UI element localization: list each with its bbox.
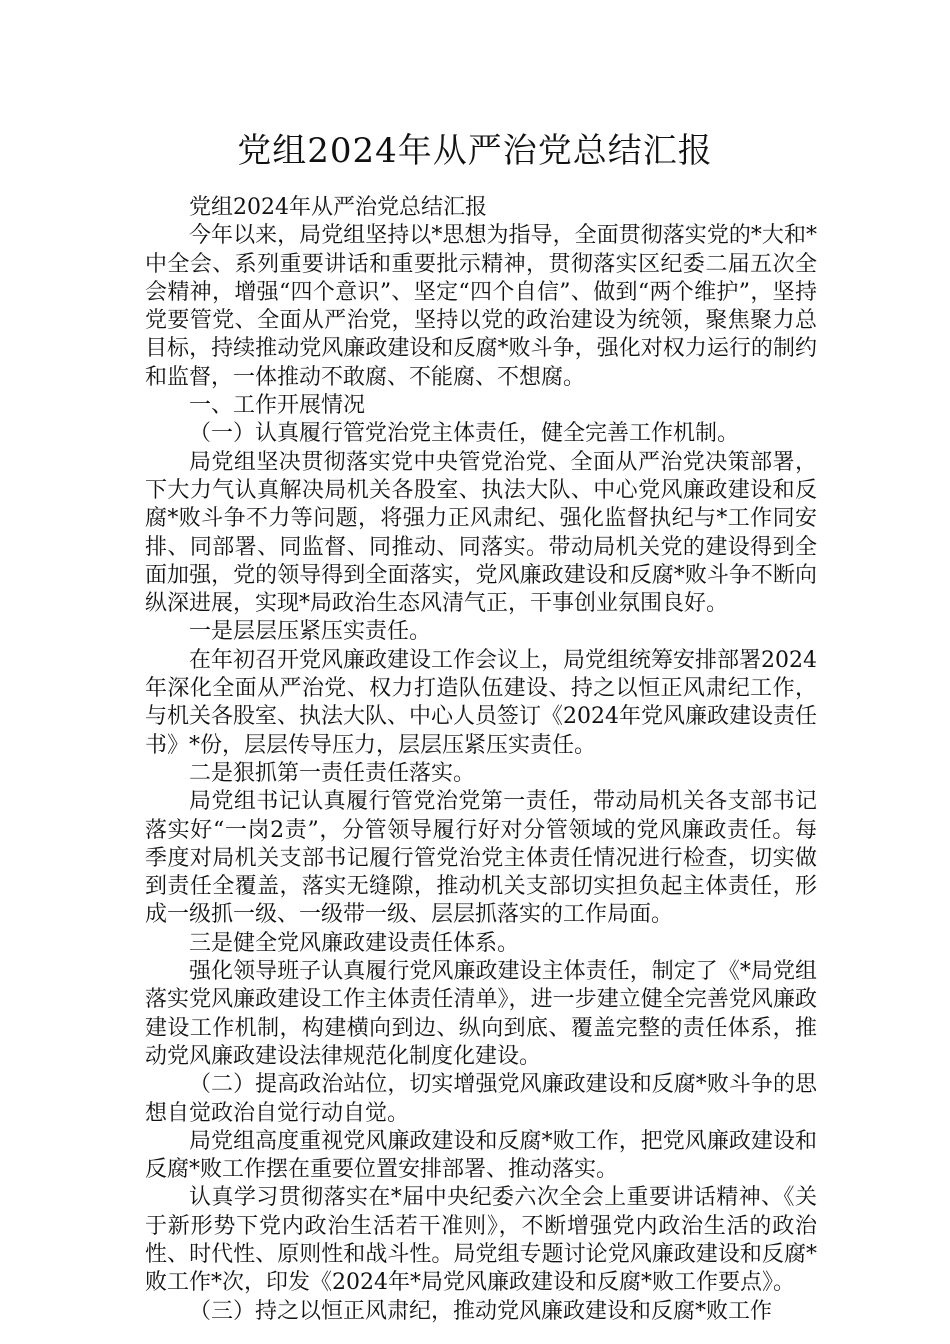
paragraph: 局党组书记认真履行管党治党第一责任，带动局机关各支部书记落实好“一岗2责”，分管领导履行好对分管领域的党风廉政责任。每季度对局机关支部书记履行管党治党主体责任情况进行检查，切实做到责任全覆盖，落实无缝隙，推动机关支部切实担负起主体责任，形成一级抓一级、一级带一级、层层抓落实的工作局面。 <box>145 789 817 928</box>
subsection-heading-2: （二）提高政治站位，切实增强党风廉政建设和反腐*败斗争的思想自觉政治自觉行动自觉。 <box>145 1072 817 1126</box>
point-heading-2: 二是狠抓第一责任责任落实。 <box>189 760 476 786</box>
paragraph-subtitle: 党组2024年从严治党总结汇报 <box>189 195 487 220</box>
document-title: 党组2024年从严治党总结汇报 <box>237 131 713 171</box>
paragraph: 认真学习贯彻落实在*届中央纪委六次全会上重要讲话精神、《关于新形势下党内政治生活若干准则》，不断增强党内政治生活的政治性、时代性、原则性和战斗性。局党组专题讨论党风廉政建设和反腐*败工作*次，印发《2024年*局党风廉政建设和反腐*败工作要点》。 <box>145 1185 817 1296</box>
point-heading-3: 三是健全党风廉政建设责任体系。 <box>189 930 520 956</box>
document-body <box>145 194 817 1326</box>
subsection-heading-1: （一）认真履行管党治党主体责任，健全完善工作机制。 <box>189 421 740 447</box>
paragraph: 局党组高度重视党风廉政建设和反腐*败工作，把党风廉政建设和反腐*败工作摆在重要位置安排部署、推动落实。 <box>145 1128 817 1183</box>
paragraph: 在年初召开党风廉政建设工作会议上，局党组统筹安排部署2024年深化全面从严治党、权力打造队伍建设、持之以恒正风肃纪工作，与机关各股室、执法大队、中心人员签订《2024年党风廉政建设责任书》*份，层层传导压力，层层压紧压实责任。 <box>145 647 817 758</box>
paragraph: 强化领导班子认真履行党风廉政建设主体责任，制定了《*局党组落实党风廉政建设工作主体责任清单》，进一步建立健全完善党风廉政建设工作机制，构建横向到边、纵向到底、覆盖完整的责任体系，推动党风廉政建设法律规范化制度化建设。 <box>145 959 817 1069</box>
paragraph-intro: 今年以来，局党组坚持以*思想为指导，全面贯彻落实党的*大和*中全会、系列重要讲话和重要批示精神，贯彻落实区纪委二届五次全会精神，增强“四个意识”、坚定“四个自信”、做到“两个维护”，坚持党要管党、全面从严治党，坚持以党的政治建设为统领，聚焦聚力总目标，持续推动党风廉政建设和反腐*败斗争，强化对权力运行的制约和监督，一体推动不敢腐、不能腐、不想腐。 <box>145 223 817 390</box>
point-heading-1: 一是层层压紧压实责任。 <box>189 619 432 645</box>
section-heading-1: 一、工作开展情况 <box>189 393 366 419</box>
subsection-heading-3: （三）持之以恒正风肃纪，推动党风廉政建设和反腐*败工作 <box>189 1298 773 1324</box>
paragraph: 局党组坚决贯彻落实党中央管党治党、全面从严治党决策部署，下大力气认真解决局机关各股室、执法大队、中心党风廉政建设和反腐*败斗争不力等问题，将强力正风肃纪、强化监督执纪与*工作同安排、同部署、同监督、同推动、同落实。带动局机关党的建设得到全面加强，党的领导得到全面落实，党风廉政建设和反腐*败斗争不断向纵深进展，实现*局政治生态风清气正，干事创业氛围良好。 <box>145 449 817 617</box>
